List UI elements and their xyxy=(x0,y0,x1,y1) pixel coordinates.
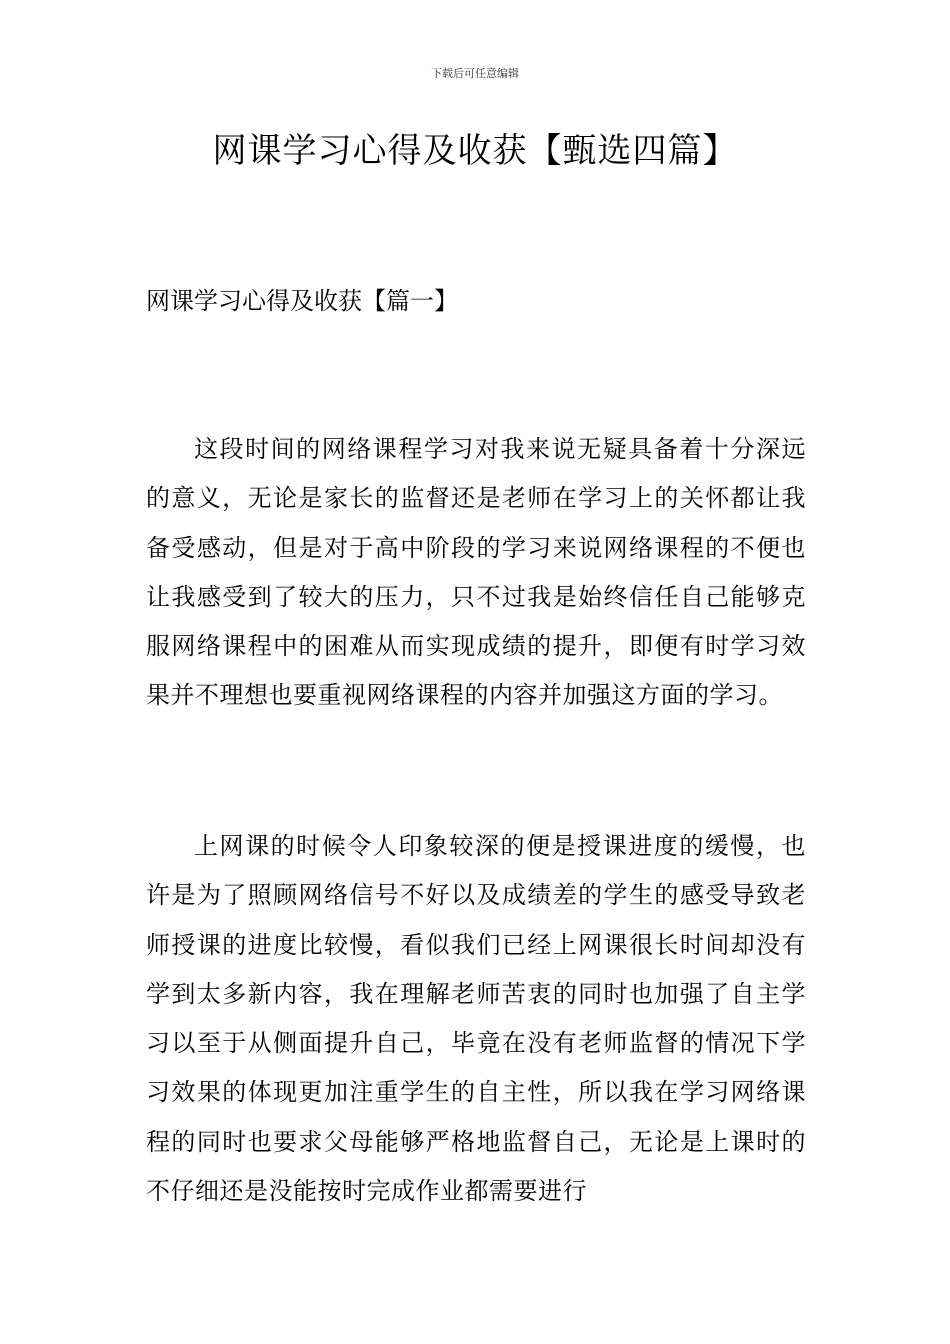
paragraph: 上网课的时候令人印象较深的便是授课进度的缓慢，也许是为了照顾网络信号不好以及成绩差的学生的感受导致老师授课的进度比较慢，看似我们已经上网课很长时间却没有学到太多新内容，我在理解老师苦衷的同时也加强了自主学习以至于从侧面提升自己，毕竟在没有老师监督的情况下学习效果的体现更加注重学生的自主性，所以我在学习网络课程的同时也要求父母能够严格地监督自己，无论是上课时的不仔细还是没能按时完成作业都需要进行 xyxy=(146,832,806,1206)
paragraph: 这段时间的网络课程学习对我来说无疑具备着十分深远的意义，无论是家长的监督还是老师在学习上的关怀都让我备受感动，但是对于高中阶段的学习来说网络课程的不便也让我感受到了较大的压力，只不过我是始终信任自己能够克服网络课程中的困难从而实现成绩的提升，即便有时学习效果并不理想也要重视网络课程的内容并加强这方面的学习。 xyxy=(146,435,806,710)
document-title: 网课学习心得及收获【甄选四篇】 xyxy=(212,131,738,171)
header-note: 下载后可任意编辑 xyxy=(431,67,519,80)
section-heading: 网课学习心得及收获【篇一】 xyxy=(146,287,458,315)
